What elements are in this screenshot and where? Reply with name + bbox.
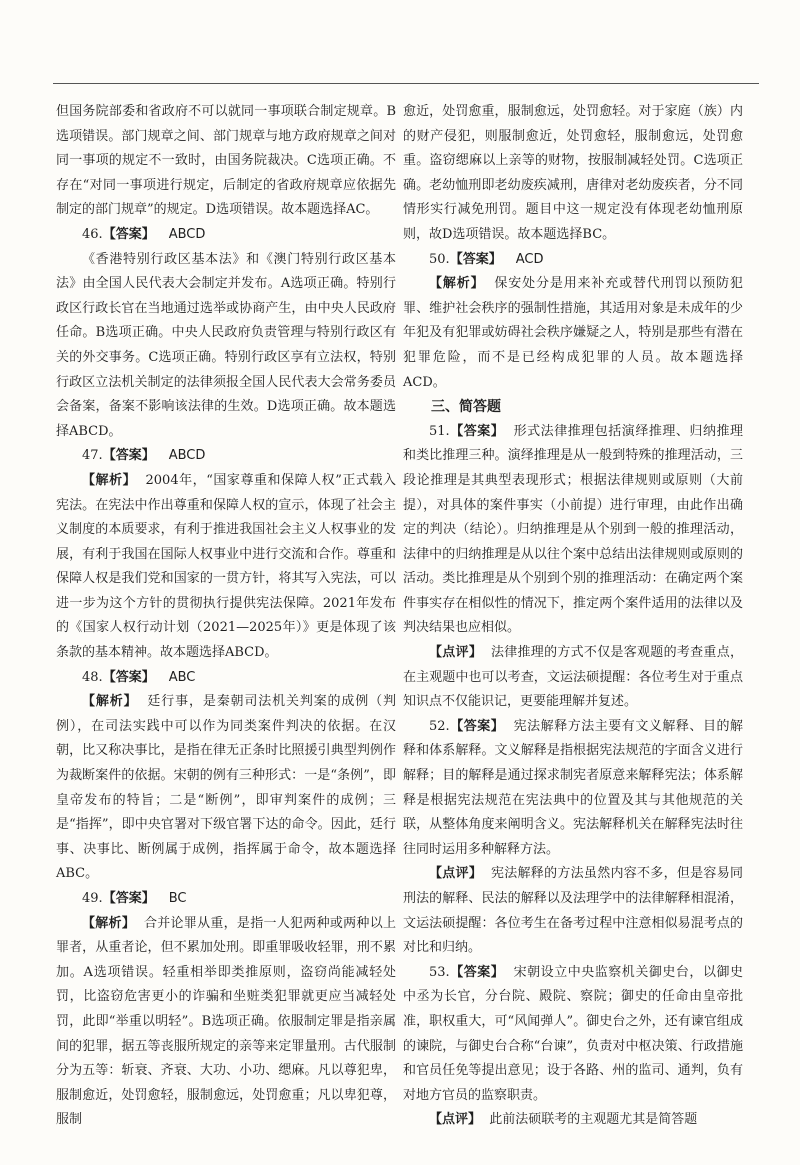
analysis-tag: 【解析】 (82, 472, 137, 488)
answer-text: 宪法解释方法主要有文义解释、目的解释和体系解释。文义解释是指根据宪法规范的字面含义进行解释；目的解释是通过探求制宪者原意来解释宪法；体系解释是根据宪法规范在宪法典中的位置及其与其他规范的关联，从整体角度来阐明含义。宪法解释机关在解释宪法时往往同时运用多种解释方法。 (403, 718, 743, 857)
analysis-47 (56, 469, 396, 666)
answer-line-50 (403, 248, 743, 273)
question-number: 48. (82, 669, 103, 685)
analysis-46: 《香港特别行政区基本法》和《澳门特别行政区基本法》由全国人民代表大会制定并发布。A选项正确。特别行政区行政长官在当地通过选举或协商产生，由中央人民政府任命。B选项正确。中央人民政府负责管理与特别行政区有关的外交事务。C选项正确。特别行政区享有立法权，特别行政区立法机关制定的法律须报全国人民代表大会常务委员会备案，备案不影响该法律的生效。D选项正确。故本题选择ABCD。 (56, 251, 396, 439)
comment-text: 宪法解释的方法虽然内容不多，但是容易同刑法的解释、民法的解释以及法理学中的法律解释相混淆，文运法硕提醒：各位考生在备考过程中注意相似易混考点的对比和归纳。 (403, 866, 743, 956)
comment-tag: 【点评】 (429, 1112, 482, 1128)
question-number: 47. (82, 448, 103, 464)
analysis-text: 合并论罪从重，是指一人犯两种或两种以上罪者，从重者论，但不累加处刑。即重罪吸收轻罪，刑不累加。A选项错误。轻重相举即类推原则，盗窃尚能减轻处罚，比盗窃危害更小的诈骗和坐赃类犯罪就更应当减轻处罚，此即“举重以明轻”。B选项正确。依服制定罪是指亲属间的犯罪，据五等丧服所规定的亲等来定罪量刑。古代服制分为五等：斩衰、齐衰、大功、小功、缌麻。凡以尊犯卑，服制愈近，处罚愈轻，服制愈远，处罚愈重；凡以卑犯尊，服制 (56, 915, 396, 1128)
analysis-50 (403, 272, 743, 395)
answer-value: ABCD (168, 448, 206, 464)
answer-tag: 【答案】 (102, 226, 155, 242)
answer-tag: 【答案】 (102, 448, 155, 464)
comment-51 (403, 641, 743, 715)
analysis-tag: 【解析】 (429, 276, 485, 292)
answer-52 (403, 715, 743, 863)
answer-text: 宋朝设立中央监察机关御史台，以御史中丞为长官，分台院、殿院、察院；御史的任命由皇帝批准，职权重大，可“风闻弹人”。御史台之外，还有谏官组成的谏院，与御史台合称“台谏”，负责对中枢决策、行政措施和官员任免等提出意见；设于各路、州的监司、通判，负有对地方官员的监察职责。 (403, 964, 743, 1103)
question-number: 50. (429, 251, 450, 267)
paragraph-continuation: 愈近，处罚愈重，服制愈远，处罚愈轻。对于家庭（族）内的财产侵犯，则服制愈近，处罚愈轻，服制愈远，处罚愈重。盗窃缌麻以上亲等的财物，按服制减轻处罚。C选项正确。老幼恤刑即老幼废疾减刑，唐律对老幼废疾者，分不同情形实行减免刑罚。题目中这一规定没有体现老幼恤刑原则，故D选项错误。故本题选择BC。 (403, 104, 743, 242)
answer-line-49 (56, 887, 396, 912)
comment-text: 此前法硕联考的主观题尤其是简答题 (489, 1112, 698, 1128)
header-rule (53, 83, 759, 84)
right-column (403, 100, 743, 1133)
answer-line-46 (56, 223, 396, 248)
answer-tag: 【答案】 (102, 891, 155, 906)
question-number: 53. (429, 964, 450, 980)
comment-52 (403, 862, 743, 960)
question-number: 52. (429, 718, 450, 734)
answer-51 (403, 420, 743, 641)
left-column (56, 100, 396, 1133)
answer-value: ABCD (168, 226, 206, 242)
paragraph-continuation: 但国务院部委和省政府不可以就同一事项联合制定规章。B选项错误。部门规章之间、部门规章与地方政府规章之间对同一事项的规定不一致时，由国务院裁决。C选项正确。不存在“对同一事项进行规定，后制定的省政府规章应依据先制定的部门规章”的规定。D选项错误。故本题选择AC。 (56, 104, 396, 218)
analysis-tag: 【解析】 (82, 915, 136, 931)
analysis-tag: 【解析】 (82, 694, 138, 710)
answer-tag: 【答案】 (449, 423, 505, 439)
answer-text: 形式法律推理包括演绎推理、归纳推理和类比推理三种。演绎推理是从一般到特殊的推理活动，三段论推理是其典型表现形式；根据法律规则或原则（大前提），对具体的案件事实（小前提）进行审理，由此作出确定的判决（结论）。归纳推理是从个别到一般的推理活动，法律中的归纳推理是从以往个案中总结出法律规则或原则的活动。类比推理是从个别到个别的推理活动：在确定两个案件事实存在相似性的情况下，推定两个案件适用的法律以及判决结果也应相似。 (403, 423, 743, 636)
answer-line-48 (56, 666, 396, 691)
comment-text: 法律推理的方式不仅是客观题的考查重点，在主观题中也可以考查，文运法硕提醒：各位考生对于重点知识点不仅能识记，更要能理解并复述。 (403, 645, 743, 710)
answer-tag: 【答案】 (102, 669, 155, 685)
answer-value: ACD (515, 251, 544, 267)
question-number: 46. (82, 226, 103, 242)
answer-value: ABC (168, 669, 196, 685)
question-number: 51. (429, 423, 450, 439)
comment-53 (403, 1108, 743, 1133)
analysis-text: 廷行事，是秦朝司法机关判案的成例（判例），在司法实践中可以作为同类案件判决的依据。在汉朝，比又称决事比，是指在律无正条时比照援引典型判例作为裁断案件的依据。宋朝的例有三种形式：一是“条例”，即皇帝发布的特旨；二是“断例”，即审判案件的成例；三是“指挥”，即中央官署对下级官署下达的命令。因此，廷行事、决事比、断例属于成例，指挥属于命令，故本题选择ABC。 (56, 694, 396, 882)
answer-tag: 【答案】 (449, 251, 502, 267)
comment-tag: 【点评】 (429, 645, 483, 661)
answer-tag: 【答案】 (449, 718, 505, 734)
analysis-text: 2004年，“国家尊重和保障人权”正式载入宪法。在宪法中作出尊重和保障人权的宣示，体现了社会主义制度的本质要求，有利于推进我国社会主义人权事业的发展，有利于我国在国际人权事业中进行交流和合作。尊重和保障人权是我们党和国家的一贯方针，将其写入宪法，可以进一步为这个方针的贯彻执行提供宪法保障。2021年发布的《国家人权行动计划（2021—2025年）》更是体现了该条款的基本精神。故本题选择ABCD。 (56, 472, 396, 661)
analysis-text: 保安处分是用来补充或替代刑罚以预防犯罪、维护社会秩序的强制性措施，其适用对象是未成年的少年犯及有犯罪或妨碍社会秩序嫌疑之人，特别是那些有潜在犯罪危险，而不是已经构成犯罪的人员。故本题选择ACD。 (403, 276, 743, 390)
analysis-48 (56, 690, 396, 887)
answer-line-47 (56, 444, 396, 469)
section-heading: 三、简答题 (431, 399, 501, 416)
answer-tag: 【答案】 (449, 964, 505, 980)
question-number: 49. (82, 891, 103, 906)
comment-tag: 【点评】 (429, 866, 483, 882)
analysis-49 (56, 912, 396, 1133)
answer-value: BC (168, 891, 187, 906)
answer-53 (403, 961, 743, 1109)
